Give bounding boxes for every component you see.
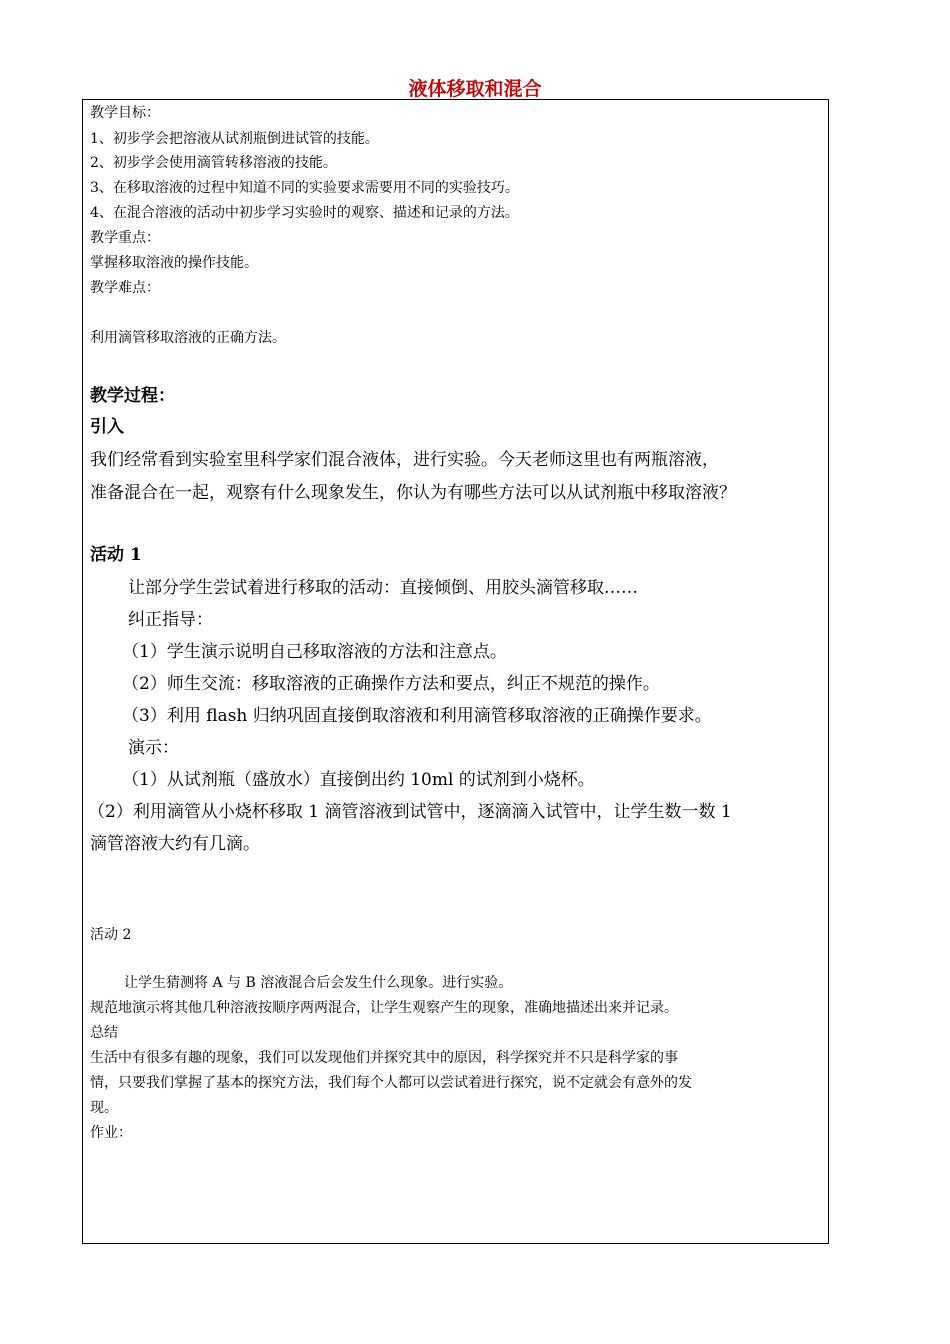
- difficulty-text: 利用滴管移取溶液的正确方法。: [90, 330, 286, 346]
- activity1-line: 纠正指导：: [128, 610, 213, 630]
- activity1-line: （3）利用 flash 归纳巩固直接倒取溶液和利用滴管移取溶液的正确操作要求。: [122, 706, 712, 726]
- activity1-line: 滴管溶液大约有几滴。: [90, 834, 260, 854]
- summary-heading: 总结: [90, 1025, 118, 1041]
- intro-line: 我们经常看到实验室里科学家们混合液体，进行实验。今天老师这里也有两瓶溶液，: [90, 450, 719, 470]
- activity1-line: （1）学生演示说明自己移取溶液的方法和注意点。: [122, 642, 507, 662]
- intro-line: 准备混合在一起，观察有什么现象发生，你认为有哪些方法可以从试剂瓶中移取溶液？: [90, 483, 736, 503]
- activity2-line: 规范地演示将其他几种溶液按顺序两两混合，让学生观察产生的现象，准确地描述出来并记录。: [90, 1000, 678, 1016]
- activity1-line: 让部分学生尝试着进行移取的活动：直接倾倒、用胶头滴管移取……: [128, 578, 638, 598]
- summary-line: 情，只要我们掌握了基本的探究方法，我们每个人都可以尝试着进行探究，说不定就会有意外的发: [90, 1075, 692, 1091]
- objective-item: 2、初步学会使用滴管转移溶液的技能。: [90, 155, 337, 171]
- activity1-line: （1）从试剂瓶（盛放水）直接倒出约 10ml 的试剂到小烧杯。: [122, 770, 595, 790]
- objective-item: 4、在混合溶液的活动中初步学习实验时的观察、描述和记录的方法。: [90, 205, 519, 221]
- key-point-heading: 教学重点：: [90, 230, 160, 246]
- key-point-text: 掌握移取溶液的操作技能。: [90, 255, 258, 271]
- objective-item: 3、在移取溶液的过程中知道不同的实验要求需要用不同的实验技巧。: [90, 180, 519, 196]
- activity1-line: （2）师生交流：移取溶液的正确操作方法和要点，纠正不规范的操作。: [122, 674, 660, 694]
- summary-line: 现。: [90, 1100, 118, 1116]
- objectives-heading: 教学目标：: [90, 105, 160, 121]
- homework-heading: 作业：: [90, 1125, 132, 1141]
- difficulty-heading: 教学难点：: [90, 280, 160, 296]
- activity2-heading: 活动 2: [90, 927, 132, 943]
- activity1-line: 演示：: [128, 738, 179, 758]
- page-title: 液体移取和混合: [408, 78, 542, 100]
- process-heading: 教学过程：: [90, 386, 175, 406]
- activity1-heading: 活动 1: [90, 545, 142, 565]
- activity1-line: （2）利用滴管从小烧杯移取 1 滴管溶液到试管中，逐滴滴入试管中，让学生数一数 1: [88, 802, 732, 822]
- intro-heading: 引入: [90, 417, 124, 437]
- activity2-line: 让学生猜测将 A 与 B 溶液混合后会发生什么现象。进行实验。: [124, 975, 513, 991]
- summary-line: 生活中有很多有趣的现象，我们可以发现他们并探究其中的原因，科学探究并不只是科学家的事: [90, 1050, 678, 1066]
- objective-item: 1、初步学会把溶液从试剂瓶倒进试管的技能。: [90, 131, 379, 147]
